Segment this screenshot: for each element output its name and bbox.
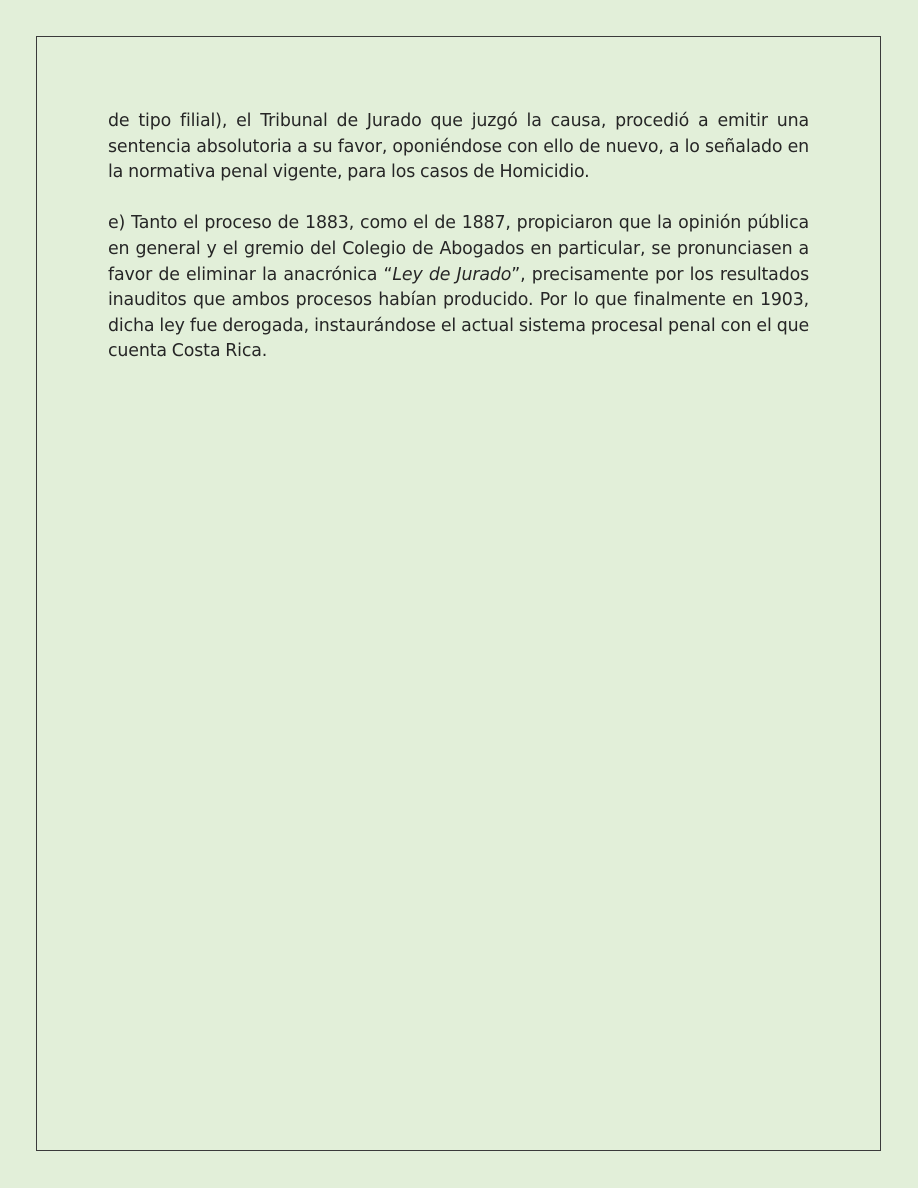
law-title-italic: Ley de Jurado xyxy=(392,264,512,285)
paragraph-item-e xyxy=(108,211,809,365)
paragraph-text: de tipo filial), el Tribunal de Jurado que juzgó la causa, procedió a emitir una sentencia absolutoria a su favor, oponiéndose con ello de nuevo, a lo señalado en la normativa penal vigente, para los casos de Homicidio. xyxy=(108,111,809,183)
paragraph-text-end: ”, precisamente por los resultados inauditos que ambos procesos habían producido. Por lo que finalmente en 1903, dicha ley fue derogada, instaurándose el actual sistema procesal penal con el que cuenta Costa Rica. xyxy=(108,264,809,362)
document-body xyxy=(108,109,809,365)
paragraph-continuation xyxy=(108,109,809,186)
paragraph-text-start: e) Tanto el proceso de 1883, como el de 1887, propiciaron que la opinión pública en general y el gremio del Colegio de Abogados en particular, se pronunciasen a favor de eliminar la anacrónica “ xyxy=(108,213,809,285)
